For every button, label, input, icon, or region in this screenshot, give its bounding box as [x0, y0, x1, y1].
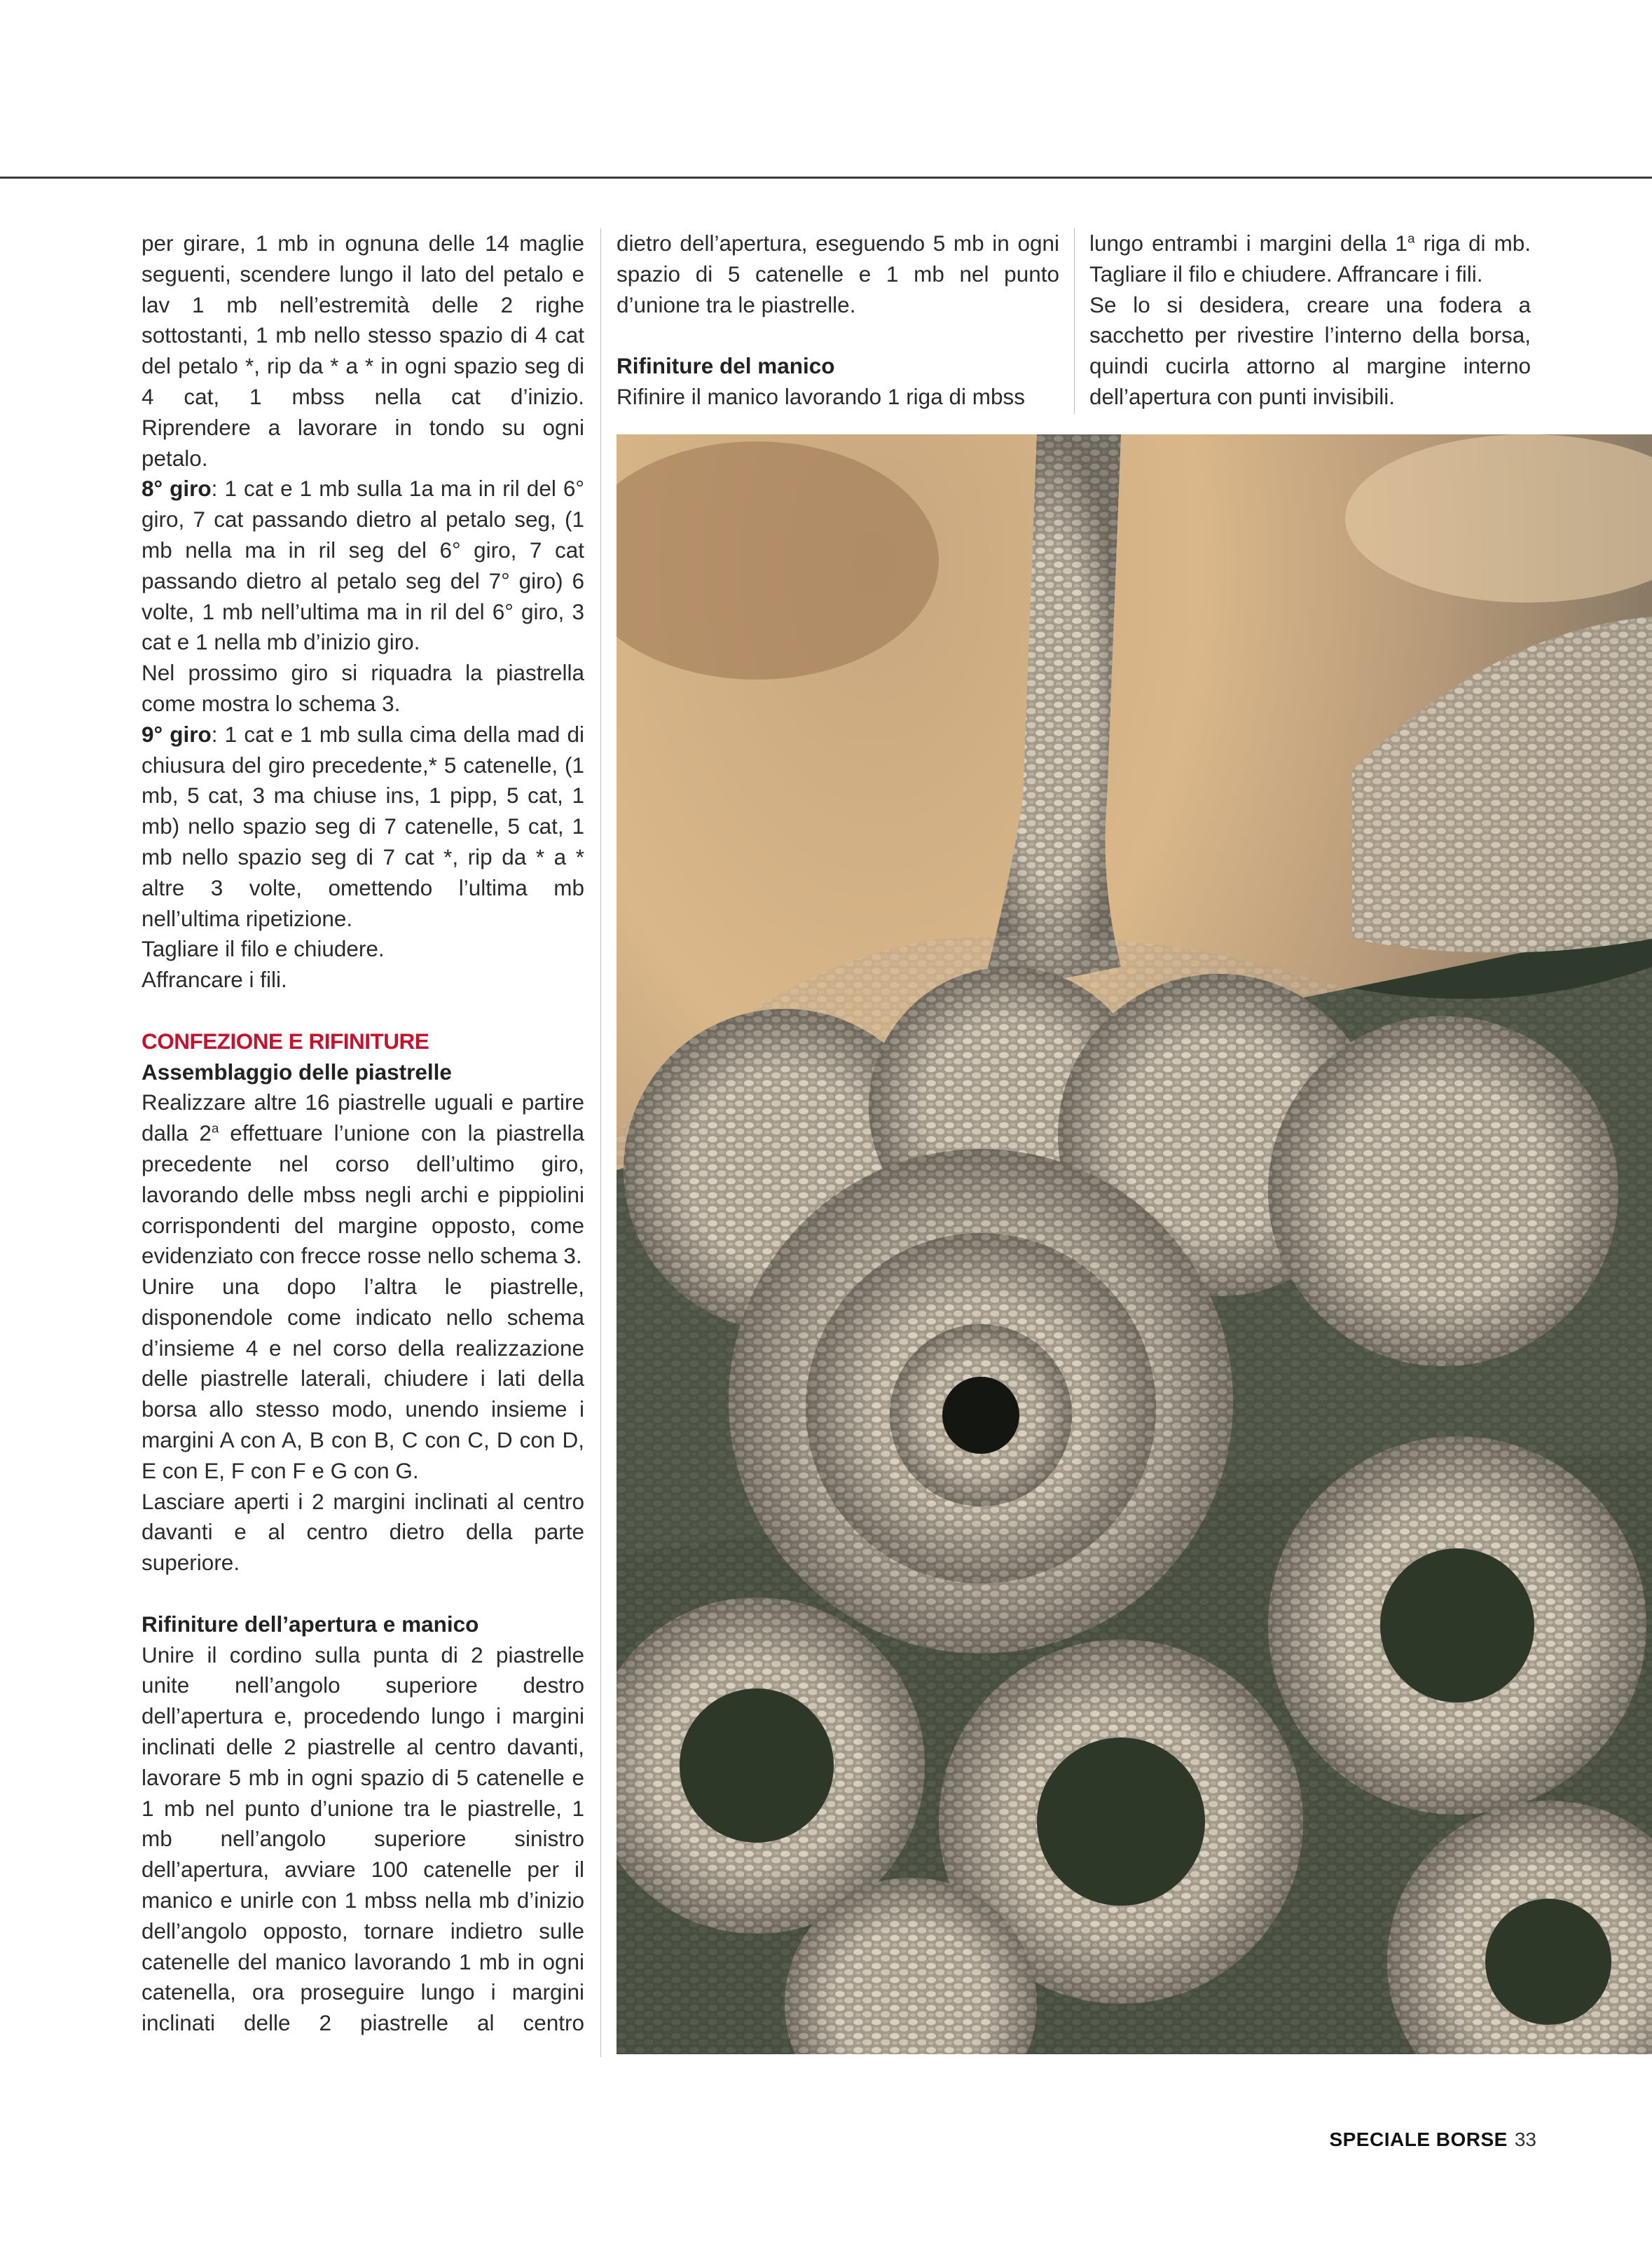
subheading-opening-handle: Rifiniture dell’apertura e manico — [142, 1611, 479, 1637]
paragraph: lungo entrambi i margini della 1$^a$ riga di mb. Tagliare il filo e chiudere. Affrancare i fili. — [1089, 231, 1531, 287]
column-separator — [1074, 228, 1075, 414]
text-column-2 — [617, 228, 1059, 413]
page-footer — [1329, 2128, 1536, 2151]
text-column-1 — [142, 228, 584, 2064]
paragraph: Rifinire il manico lavorando 1 riga di mbss — [617, 383, 1025, 409]
paragraph: Affrancare i fili. — [142, 967, 287, 993]
paragraph: Nel prossimo giro si riquadra la piastrella come mostra lo schema 3. — [142, 660, 584, 716]
paragraph: Realizzare altre 16 piastrelle uguali e partire dalla 2$^a$ effettuare l’unione con la piastrella precedente nel corso dell’ultimo giro, lavorando delle mbss negli archi e pippiolini corrispondenti del margine opposto, come evidenziato con frecce rosse nello schema 3. — [142, 1089, 584, 1269]
text-column-3 — [1089, 228, 1531, 413]
paragraph: dietro dell’apertura, eseguendo 5 mb in ogni spazio di 5 catenelle e 1 mb nel punto d’unione tra le piastrelle. — [617, 231, 1059, 317]
subheading-assembly: Assemblaggio delle piastrelle — [142, 1059, 452, 1085]
round-8-text: : 1 cat e 1 mb sulla 1a ma in ril del 6° giro, 7 cat passando dietro al petalo seg, (1 mb nella ma in ril seg del 6° giro, 7 cat passando dietro al petalo seg del 7° giro) 6 volte, 1 mb nell’ultima ma in ril del 6° giro, 3 cat e 1 nella mb d’inizio giro. — [142, 476, 584, 655]
column-separator — [600, 228, 601, 2057]
round-9-instructions — [142, 720, 584, 935]
paragraph: Riprendere a lavorare in tondo su ogni petalo. — [142, 414, 584, 471]
paragraph: Tagliare il filo e chiudere. — [142, 936, 385, 962]
paragraph: Unire il cordino sulla punta di 2 piastrelle unite nell’angolo superiore destro dell’apertura e, procedendo lungo i margini inclinati delle 2 piastrelle al centro davanti, lavorare 5 mb in ogni spazio di 5 catenelle e 1 mb nel punto d’unione tra le piastrelle, 1 mb nell’angolo superiore sinistro dell’apertura, avviare 100 catenelle per il manico e unirle con 1 mbss nella mb d’inizio dell’angolo opposto, tornare indietro sulle catenelle del manico lavorando 1 mb in ogni catenella, ora proseguire lungo i margini inclinati delle 2 piastrelle al centro — [142, 1642, 584, 2036]
paragraph: Se lo si desidera, creare una fodera a sacchetto per rivestire l’interno della borsa, quindi cucirla attorno al margine interno dell’apertura con punti invisibili. — [1089, 291, 1531, 409]
crochet-bag-photo — [617, 434, 1652, 2054]
subheading-handle: Rifiniture del manico — [617, 353, 835, 379]
round-8-instructions — [142, 474, 584, 658]
paragraph: Unire una dopo l’altra le piastrelle, disponendole come indicato nello schema d’insieme 4 e nel corso della realizzazione delle piastrelle laterali, chiudere i lati della borsa allo stesso modo, unendo insieme i margini A con A, B con B, C con C, D con D, E con E, F con F e G con G. — [142, 1274, 584, 1483]
top-rule — [0, 177, 1652, 179]
page-number: 33 — [1514, 2128, 1536, 2150]
round-8-label: 8° giro — [142, 476, 212, 502]
round-9-label: 9° giro — [142, 721, 212, 747]
paragraph: Lasciare aperti i 2 margini inclinati al centro davanti e al centro dietro della parte superiore. — [142, 1488, 584, 1576]
magazine-name: SPECIALE BORSE — [1329, 2128, 1508, 2150]
section-heading: CONFEZIONE E RIFINITURE — [142, 1028, 429, 1054]
round-9-text: : 1 cat e 1 mb sulla cima della mad di chiusura del giro precedente,* 5 catenelle, (1 mb, 5 cat, 3 ma chiuse ins, 1 pipp, 5 cat, 1 mb) nello spazio seg di 7 catenelle, 5 cat, 1 mb nello spazio seg di 7 cat *, rip da * a * altre 3 volte, omettendo l’ultima mb nell’ultima ripetizione. — [142, 721, 584, 931]
paragraph: per girare, 1 mb in ognuna delle 14 maglie seguenti, scendere lungo il lato del petalo e lav 1 mb nell’estremità delle 2 righe sottostanti, 1 mb nello stesso spazio di 4 cat del petalo *, rip da * a * in ogni spazio seg di 4 cat, 1 mbss nella cat d’inizio. — [142, 231, 584, 409]
